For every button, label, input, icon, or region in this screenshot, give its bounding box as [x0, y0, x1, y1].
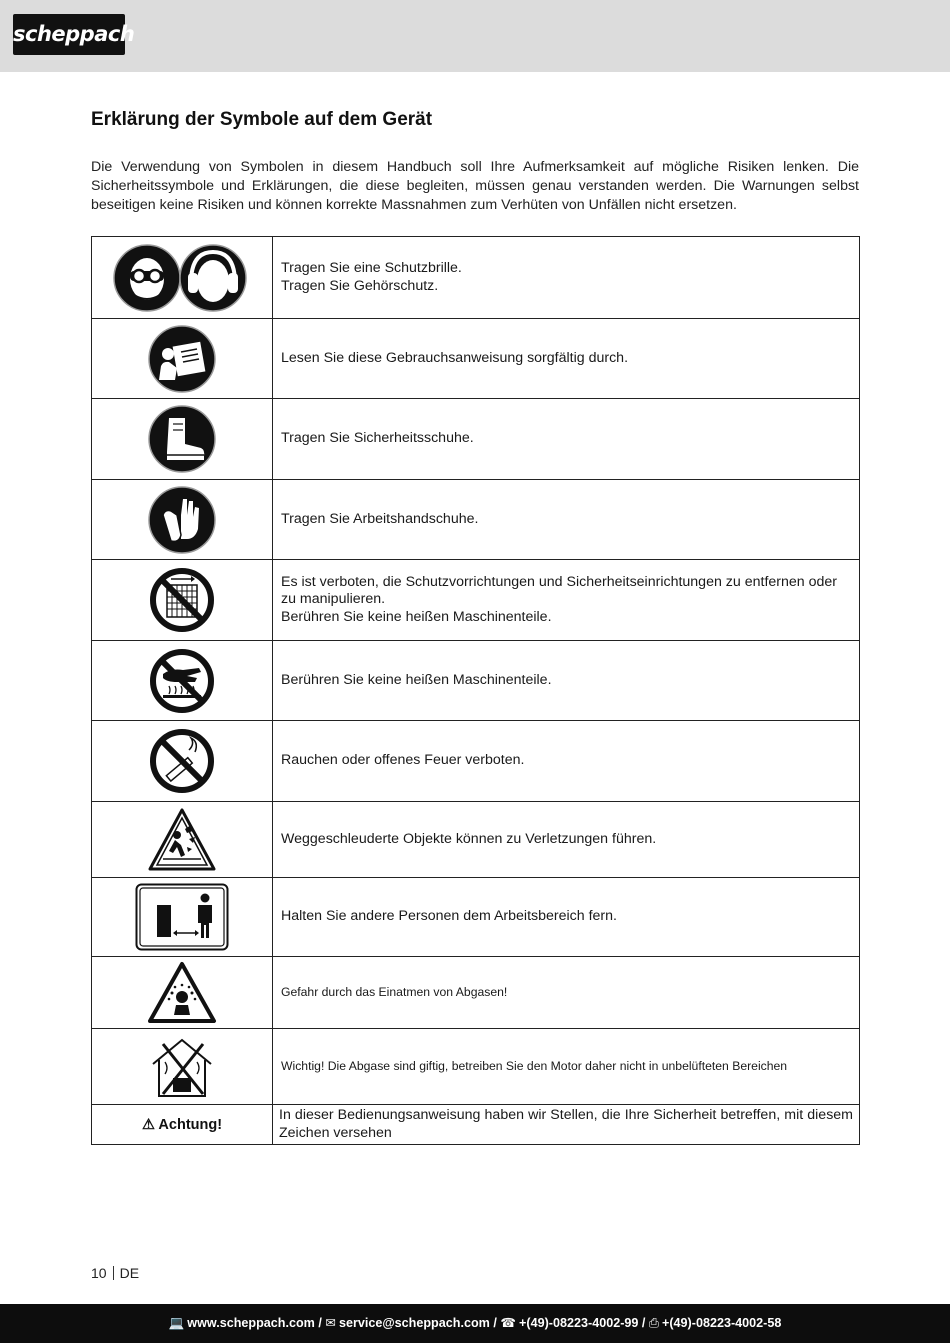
- table-row: [92, 802, 860, 878]
- read-manual-icon: [147, 324, 217, 394]
- icon-cell: [92, 237, 273, 319]
- table-row: [92, 878, 860, 957]
- keep-distance-icon: [135, 883, 229, 951]
- description-cell: [273, 641, 860, 721]
- intro-paragraph: Die Verwendung von Symbolen in diesem Handbuch soll Ihre Aufmerksamkeit auf mögliche Risiken lenken. Die Sicherheitssymbole und Erklärungen, die diese begleiten, müssen genau verstanden werden. Die Warnungen selbst beseitigen keine Risiken und können korrekte Massnahmen zum Verhüten von Unfällen nicht ersetzen.: [91, 159, 859, 213]
- description-line: Tragen Sie eine Schutzbrille.: [281, 260, 462, 276]
- icon-cell: [92, 721, 273, 802]
- description-line: In dieser Bedienungsanweisung haben wir Stellen, die Ihre Sicherheit betreffen, mit diesem Zeichen versehen: [279, 1107, 853, 1141]
- table-row: [92, 560, 860, 641]
- icon-cell: [92, 399, 273, 480]
- phone-icon: ☎: [500, 1316, 517, 1330]
- description-line: Tragen Sie Sicherheitsschuhe.: [281, 430, 474, 447]
- no-hot-surface-touch-icon: [147, 646, 217, 716]
- description-line: Berühren Sie keine heißen Maschinenteile.: [281, 608, 552, 625]
- description-cell: [273, 721, 860, 802]
- icon-cell: [92, 802, 273, 878]
- page-language: DE: [119, 1265, 140, 1281]
- table-row: [92, 480, 860, 560]
- description-line: Weggeschleuderte Objekte können zu Verletzungen führen.: [281, 830, 657, 847]
- description-cell: [273, 319, 860, 399]
- description-line: Tragen Sie Gehörschutz.: [281, 277, 439, 294]
- page-number-value: 10: [91, 1265, 107, 1281]
- page-separator: [113, 1266, 114, 1280]
- table-row: [92, 237, 860, 319]
- computer-icon: 💻: [168, 1316, 185, 1330]
- work-gloves-icon: [147, 485, 217, 555]
- page-title: Erklärung der Symbole auf dem Gerät: [91, 109, 433, 130]
- no-indoor-operation-icon: [147, 1034, 217, 1100]
- description-line: Gefahr durch das Einatmen von Abgasen!: [281, 984, 508, 999]
- safety-glasses-ear-protection-icon: [112, 243, 252, 313]
- footer-bar: 💻 www.scheppach.com / ✉ service@scheppach.com / ☎ +(49)-08223-4002-99 / ⎙ +(49)-08223-4002-58: [0, 1304, 950, 1343]
- icon-cell: [92, 957, 273, 1029]
- description-cell: [273, 480, 860, 560]
- page-number: [91, 1265, 139, 1281]
- icon-cell: [92, 560, 273, 641]
- footer-website[interactable]: www.scheppach.com: [187, 1316, 315, 1330]
- fax-icon: ⎙: [648, 1316, 659, 1330]
- header-bar: [0, 0, 950, 72]
- table-row: [92, 721, 860, 802]
- description-cell: [273, 560, 860, 641]
- symbols-table: [91, 236, 860, 1145]
- table-row: [92, 957, 860, 1029]
- footer-email[interactable]: service@scheppach.com: [338, 1316, 490, 1330]
- flying-objects-warning-icon: [147, 807, 217, 873]
- icon-cell: [92, 1029, 273, 1105]
- description-line: Berühren Sie keine heißen Maschinenteile.: [281, 671, 552, 688]
- footer-phone: +(49)-08223-4002-99: [519, 1316, 639, 1330]
- description-cell: [273, 1029, 860, 1105]
- no-guard-removal-icon: [147, 565, 217, 635]
- table-row: [92, 319, 860, 399]
- description-line: Lesen Sie diese Gebrauchsanweisung sorgfältig durch.: [281, 349, 629, 366]
- description-cell: [273, 878, 860, 957]
- exhaust-gas-warning-icon: [147, 961, 217, 1025]
- icon-cell: [92, 480, 273, 560]
- icon-cell: [92, 319, 273, 399]
- description-line: Halten Sie andere Personen dem Arbeitsbereich fern.: [281, 908, 617, 925]
- description-line: Es ist verboten, die Schutzvorrichtungen und Sicherheitseinrichtungen zu entfernen oder zu manipulieren.: [281, 573, 838, 608]
- description-cell: [273, 957, 860, 1029]
- footer-fax: +(49)-08223-4002-58: [662, 1316, 782, 1330]
- table-row: [92, 399, 860, 480]
- description-line: Wichtig! Die Abgase sind giftig, betreiben Sie den Motor daher nicht in unbelüfteten Bereichen: [281, 1058, 788, 1073]
- description-cell: [273, 237, 860, 319]
- attention-description: [273, 1105, 860, 1145]
- description-line: Rauchen oder offenes Feuer verboten.: [281, 752, 525, 769]
- safety-shoes-icon: [147, 404, 217, 474]
- attention-label: ⚠ Achtung!: [141, 1116, 223, 1133]
- attention-cell: [92, 1105, 273, 1145]
- brand-logo: scheppach: [13, 14, 125, 55]
- table-row: [92, 1029, 860, 1105]
- icon-cell: [92, 641, 273, 721]
- description-cell: [273, 802, 860, 878]
- description-line: Tragen Sie Arbeitshandschuhe.: [281, 510, 479, 527]
- table-row: [92, 641, 860, 721]
- icon-cell: [92, 878, 273, 957]
- table-row: [92, 1105, 860, 1145]
- description-cell: [273, 399, 860, 480]
- email-icon: ✉: [325, 1316, 336, 1330]
- no-smoking-icon: [147, 726, 217, 796]
